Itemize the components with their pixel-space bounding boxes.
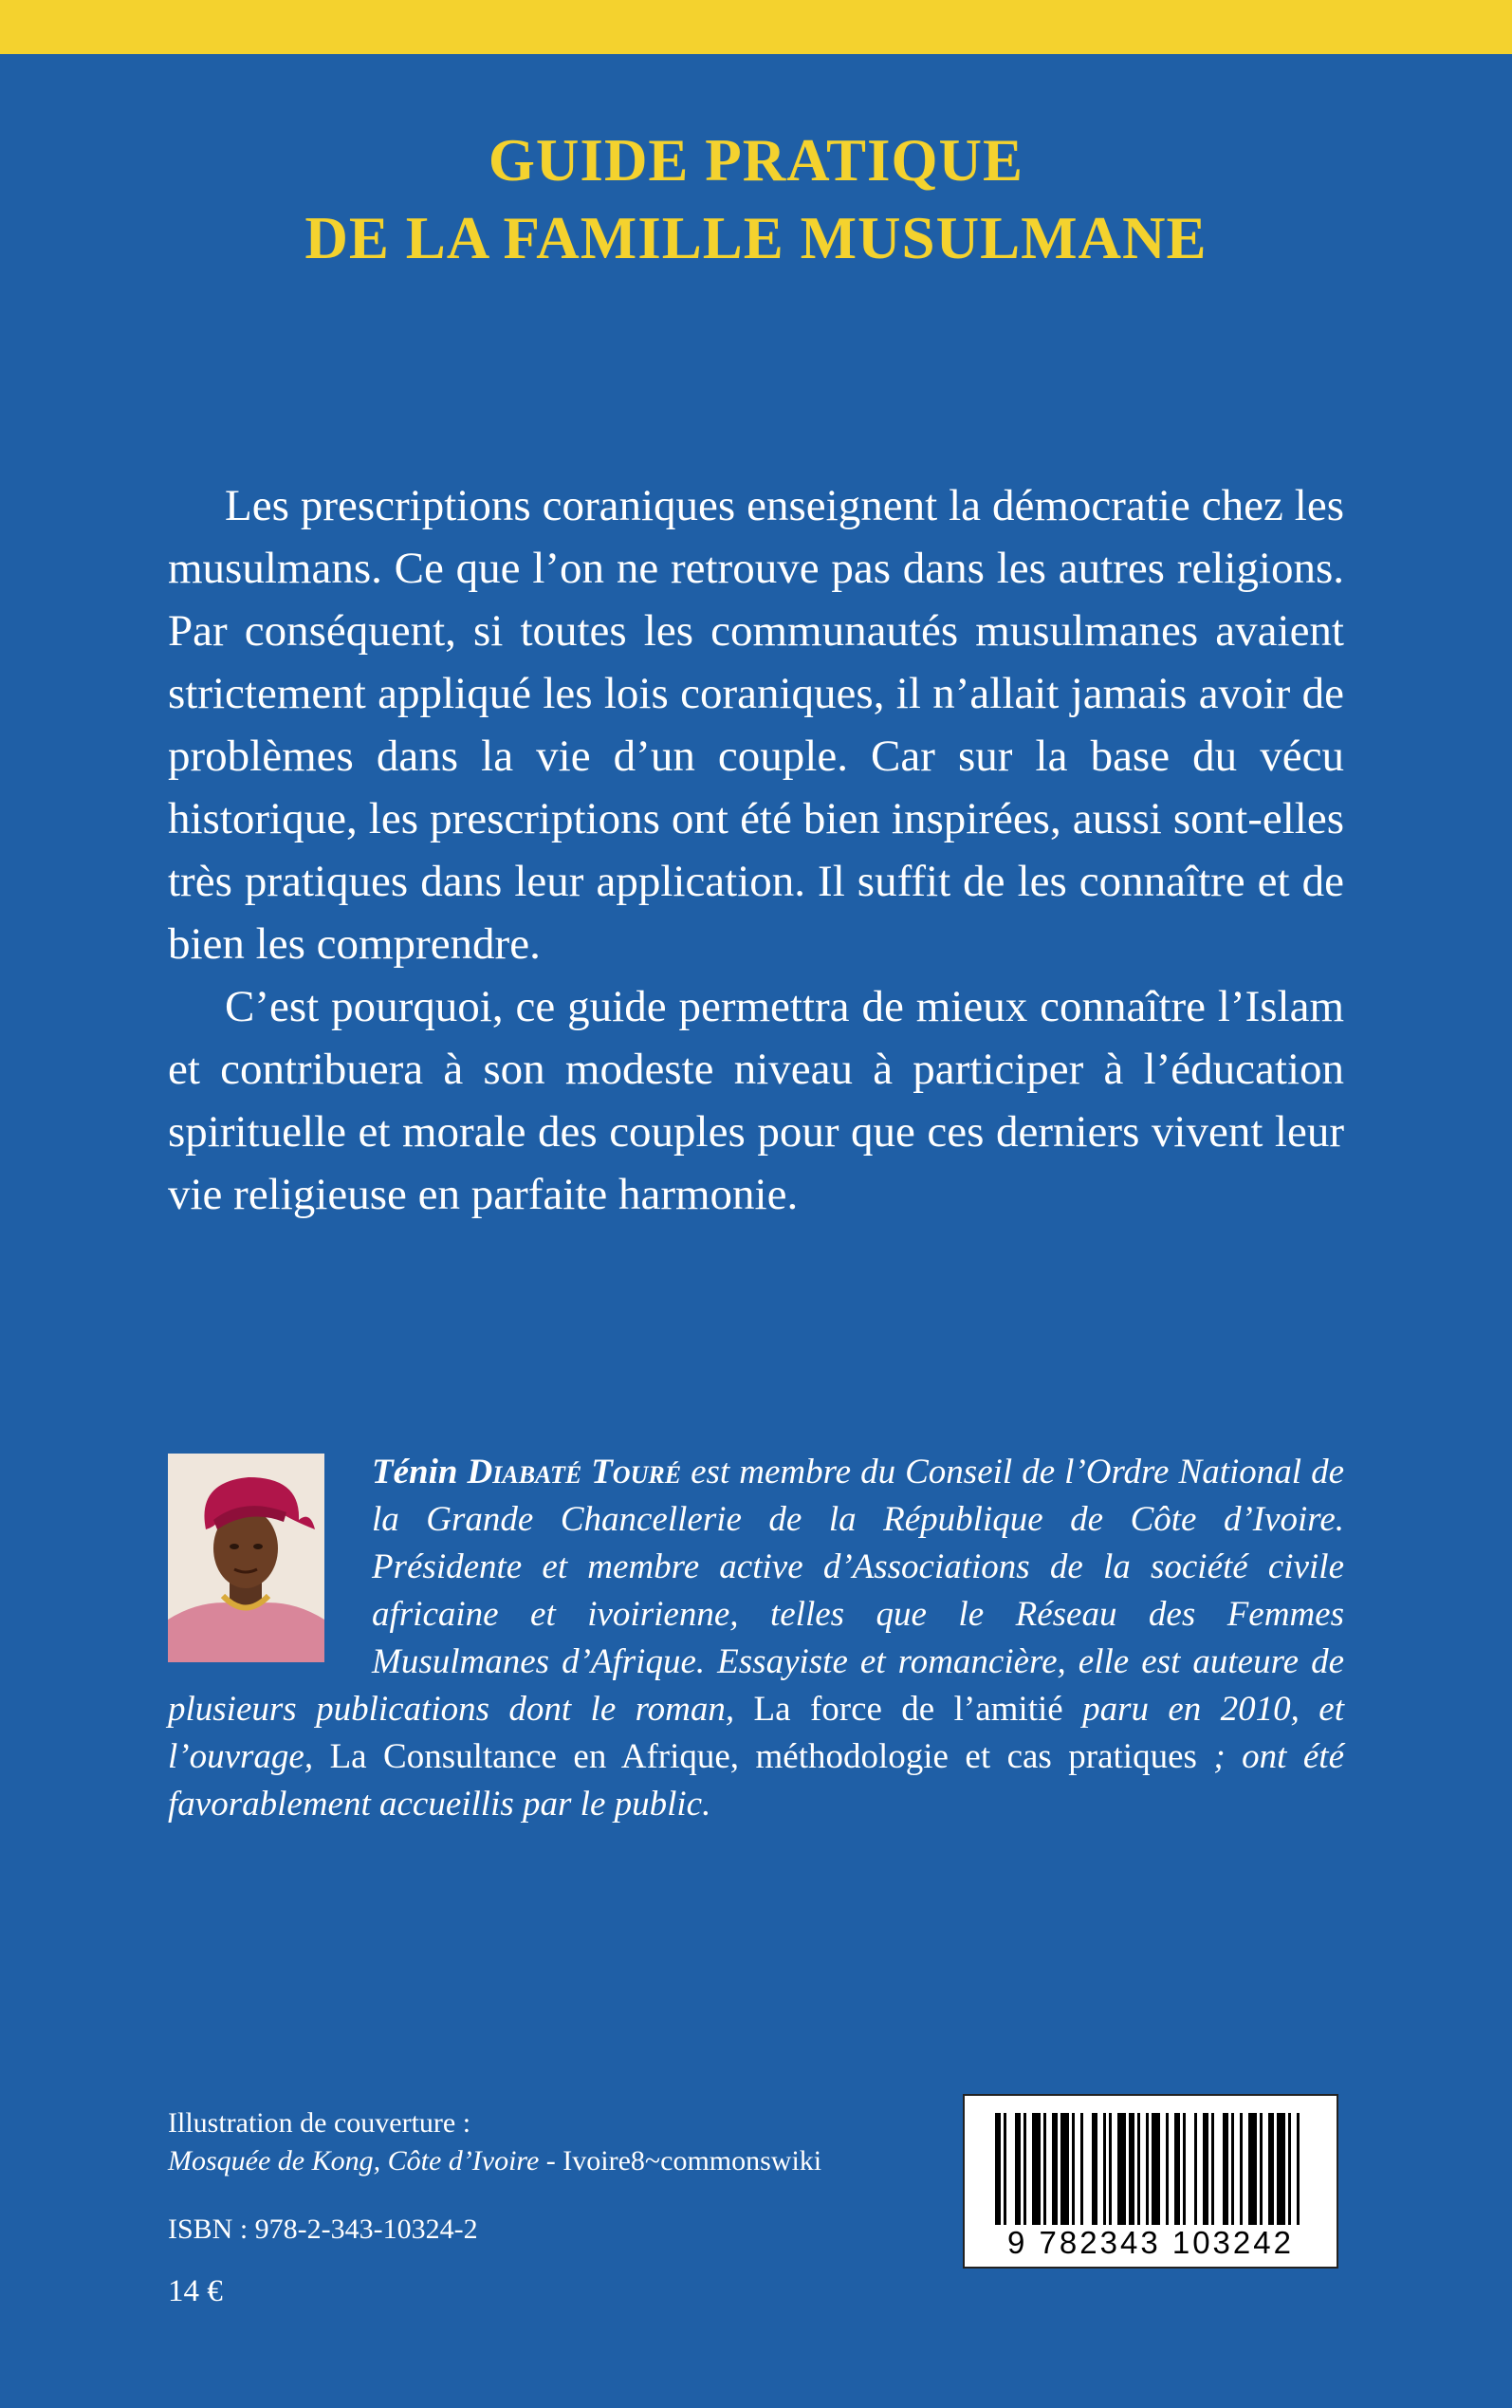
credit-source-italic: Mosquée de Kong, Côte d’Ivoire	[168, 2145, 540, 2176]
barcode-bar	[1183, 2113, 1186, 2225]
credit-label: Illustration de couverture :	[168, 2107, 471, 2139]
barcode	[963, 2094, 1338, 2269]
barcode-bars	[965, 2096, 1337, 2229]
barcode-bar	[1211, 2113, 1214, 2225]
barcode-bar	[1146, 2113, 1149, 2225]
cover-illustration-credit	[168, 2104, 821, 2180]
bio-text-1: est membre du Conseil de l’Ordre National de la Grande Chancellerie de la République de Côte d’Ivoire. Présidente et membre active d’Associations de la société civile africaine et ivoirienne, telles que le Réseau des Femmes Musulmanes d’Afrique. Essayiste et romancière, elle est auteure de plusieurs publications dont le roman,	[168, 1453, 1344, 1729]
barcode-bar	[1015, 2113, 1021, 2225]
barcode-bar	[1043, 2113, 1046, 2225]
barcode-bar	[1277, 2113, 1285, 2225]
blurb-paragraph-2: C’est pourquoi, ce guide permettra de mieux connaître l’Islam et contribuera à son modeste niveau à participer à l’éducation spirituelle et morale des couples pour que ces derniers vivent leur vie religieuse en parfaite harmonie.	[168, 982, 1344, 1219]
bio-text-3: ; ont été favorablement accueillis par le public.	[168, 1737, 1344, 1824]
barcode-bar	[1260, 2113, 1263, 2225]
price: 14 €	[168, 2274, 223, 2308]
barcode-bar	[1109, 2113, 1112, 2225]
credit-source-rest: - Ivoire8~commonswiki	[539, 2145, 822, 2176]
barcode-bar	[1060, 2113, 1069, 2225]
author-first-name: Ténin	[372, 1453, 458, 1491]
bio-book-1: La force de l’amitié	[753, 1690, 1063, 1729]
barcode-bar	[1052, 2113, 1058, 2225]
barcode-bar	[1103, 2113, 1106, 2225]
barcode-bar	[1080, 2113, 1083, 2225]
barcode-bar	[1004, 2113, 1006, 2225]
barcode-bar	[1117, 2113, 1126, 2225]
barcode-number: 9 782343 103242	[1007, 2225, 1294, 2260]
barcode-bar	[1032, 2113, 1041, 2225]
barcode-bar	[1137, 2113, 1140, 2225]
barcode-bar	[1152, 2113, 1160, 2225]
barcode-bar	[1240, 2113, 1243, 2225]
barcode-bar	[1174, 2113, 1180, 2225]
bio-text-2: paru en 2010, et l’ouvrage,	[168, 1690, 1344, 1776]
barcode-bar	[1166, 2113, 1169, 2225]
barcode-bar	[1268, 2113, 1274, 2225]
isbn: ISBN : 978-2-343-10324-2	[168, 2214, 478, 2245]
bio-book-2: La Consultance en Afrique, méthodologie et cas pratiques	[329, 1737, 1197, 1776]
barcode-bar	[1129, 2113, 1134, 2225]
barcode-bar	[995, 2113, 1001, 2225]
author-last-name: Diabaté Touré	[467, 1453, 682, 1491]
blurb-paragraph-1: Les prescriptions coraniques enseignent la démocratie chez les musulmans. Ce que l’on ne retrouve pas dans les autres religions. Par conséquent, si toutes les communautés musulmanes avaient strictement appliqué les lois coraniques, il n’allait jamais avoir de problèmes dans la vie d’un couple. Car sur la base du vécu historique, les prescriptions ont été bien inspirées, aussi sont-elles très pratiques dans leur application. Il suffit de les connaître et de bien les comprendre.	[168, 481, 1344, 969]
barcode-bar	[1248, 2113, 1257, 2225]
barcode-bar	[1092, 2113, 1097, 2225]
top-yellow-band	[0, 0, 1512, 54]
barcode-bar	[1023, 2113, 1026, 2225]
book-title	[0, 121, 1512, 277]
barcode-bar	[1223, 2113, 1228, 2225]
barcode-bar	[1072, 2113, 1075, 2225]
title-line-2: DE LA FAMILLE MUSULMANE	[304, 205, 1208, 271]
barcode-bar	[1297, 2113, 1300, 2225]
barcode-bar	[1231, 2113, 1234, 2225]
barcode-bar	[1194, 2113, 1197, 2225]
back-cover-blurb	[168, 474, 1344, 1226]
barcode-bar	[1288, 2113, 1291, 2225]
title-line-1: GUIDE PRATIQUE	[488, 127, 1024, 194]
author-biography	[168, 1449, 1344, 1828]
barcode-bar	[1203, 2113, 1208, 2225]
